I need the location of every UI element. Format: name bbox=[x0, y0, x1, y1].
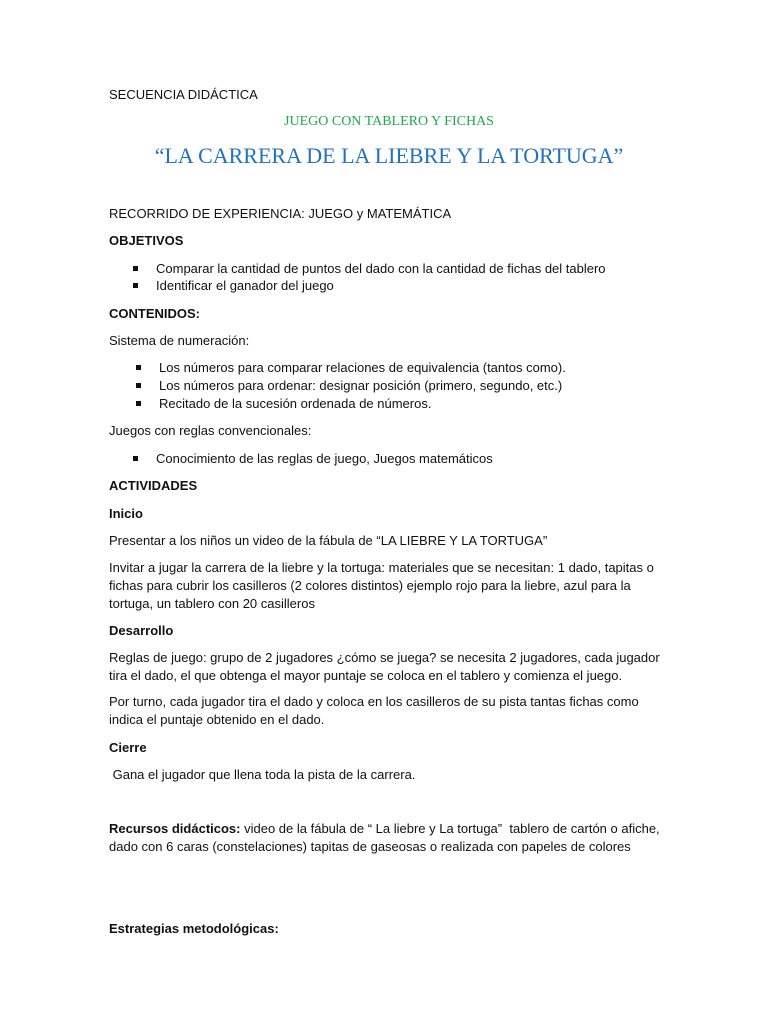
desarrollo-paragraph-2: Por turno, cada jugador tira el dado y coloca en los casilleros de su pista tantas fichas como indica el puntaje obtenido en el dado. bbox=[109, 694, 639, 727]
bullet-icon bbox=[136, 401, 141, 406]
recorrido-line: RECORRIDO DE EXPERIENCIA: JUEGO y MATEMÁTICA bbox=[109, 206, 452, 221]
bullet-icon bbox=[136, 383, 141, 388]
recursos-text: video de la fábula de “ La liebre y La tortuga” tablero de cartón o afiche, dado con 6 caras (constelaciones) tapitas de gaseosas o realizada con papeles de colores bbox=[109, 821, 664, 854]
inicio-paragraph-1: Presentar a los niños un video de la fábula de “LA LIEBRE Y LA TORTUGA” bbox=[109, 533, 548, 548]
document-header: SECUENCIA DIDÁCTICA bbox=[109, 87, 258, 102]
sistema-label: Sistema de numeración: bbox=[109, 333, 250, 348]
contenidos-heading: CONTENIDOS: bbox=[109, 306, 200, 321]
juegos-label: Juegos con reglas convencionales: bbox=[109, 423, 312, 438]
desarrollo-paragraph-1: Reglas de juego: grupo de 2 jugadores ¿cómo se juega? se necesita 2 jugadores, cada jugador tira el dado, el que obtenga el mayor puntaje se coloca en el tablero y comienza el juego. bbox=[109, 650, 660, 683]
inicio-paragraph-2: Invitar a jugar la carrera de la liebre y la tortuga: materiales que se necesitan: 1 dado, tapitas o fichas para cubrir los casilleros (2 colores distintos) ejemplo rojo para la liebre, azul para la tortuga, un tablero con 20 casilleros bbox=[109, 560, 654, 611]
cierre-paragraph: Gana el jugador que llena toda la pista de la carrera. bbox=[109, 767, 416, 782]
desarrollo-heading: Desarrollo bbox=[109, 623, 174, 638]
actividades-heading: ACTIVIDADES bbox=[109, 478, 198, 493]
objetivos-heading: OBJETIVOS bbox=[109, 233, 184, 248]
estrategias-heading: Estrategias metodológicas: bbox=[109, 921, 279, 936]
document-subtitle: JUEGO CON TABLERO Y FICHAS bbox=[284, 114, 494, 129]
cierre-heading: Cierre bbox=[109, 740, 147, 755]
bullet-icon bbox=[133, 266, 138, 271]
inicio-heading: Inicio bbox=[109, 506, 143, 521]
bullet-icon bbox=[136, 365, 141, 370]
recursos-label: Recursos didácticos: bbox=[109, 821, 241, 836]
recursos-paragraph bbox=[109, 820, 669, 856]
bullet-icon bbox=[133, 456, 138, 461]
bullet-icon bbox=[133, 283, 138, 288]
document-title: “LA CARRERA DE LA LIEBRE Y LA TORTUGA” bbox=[154, 143, 624, 168]
